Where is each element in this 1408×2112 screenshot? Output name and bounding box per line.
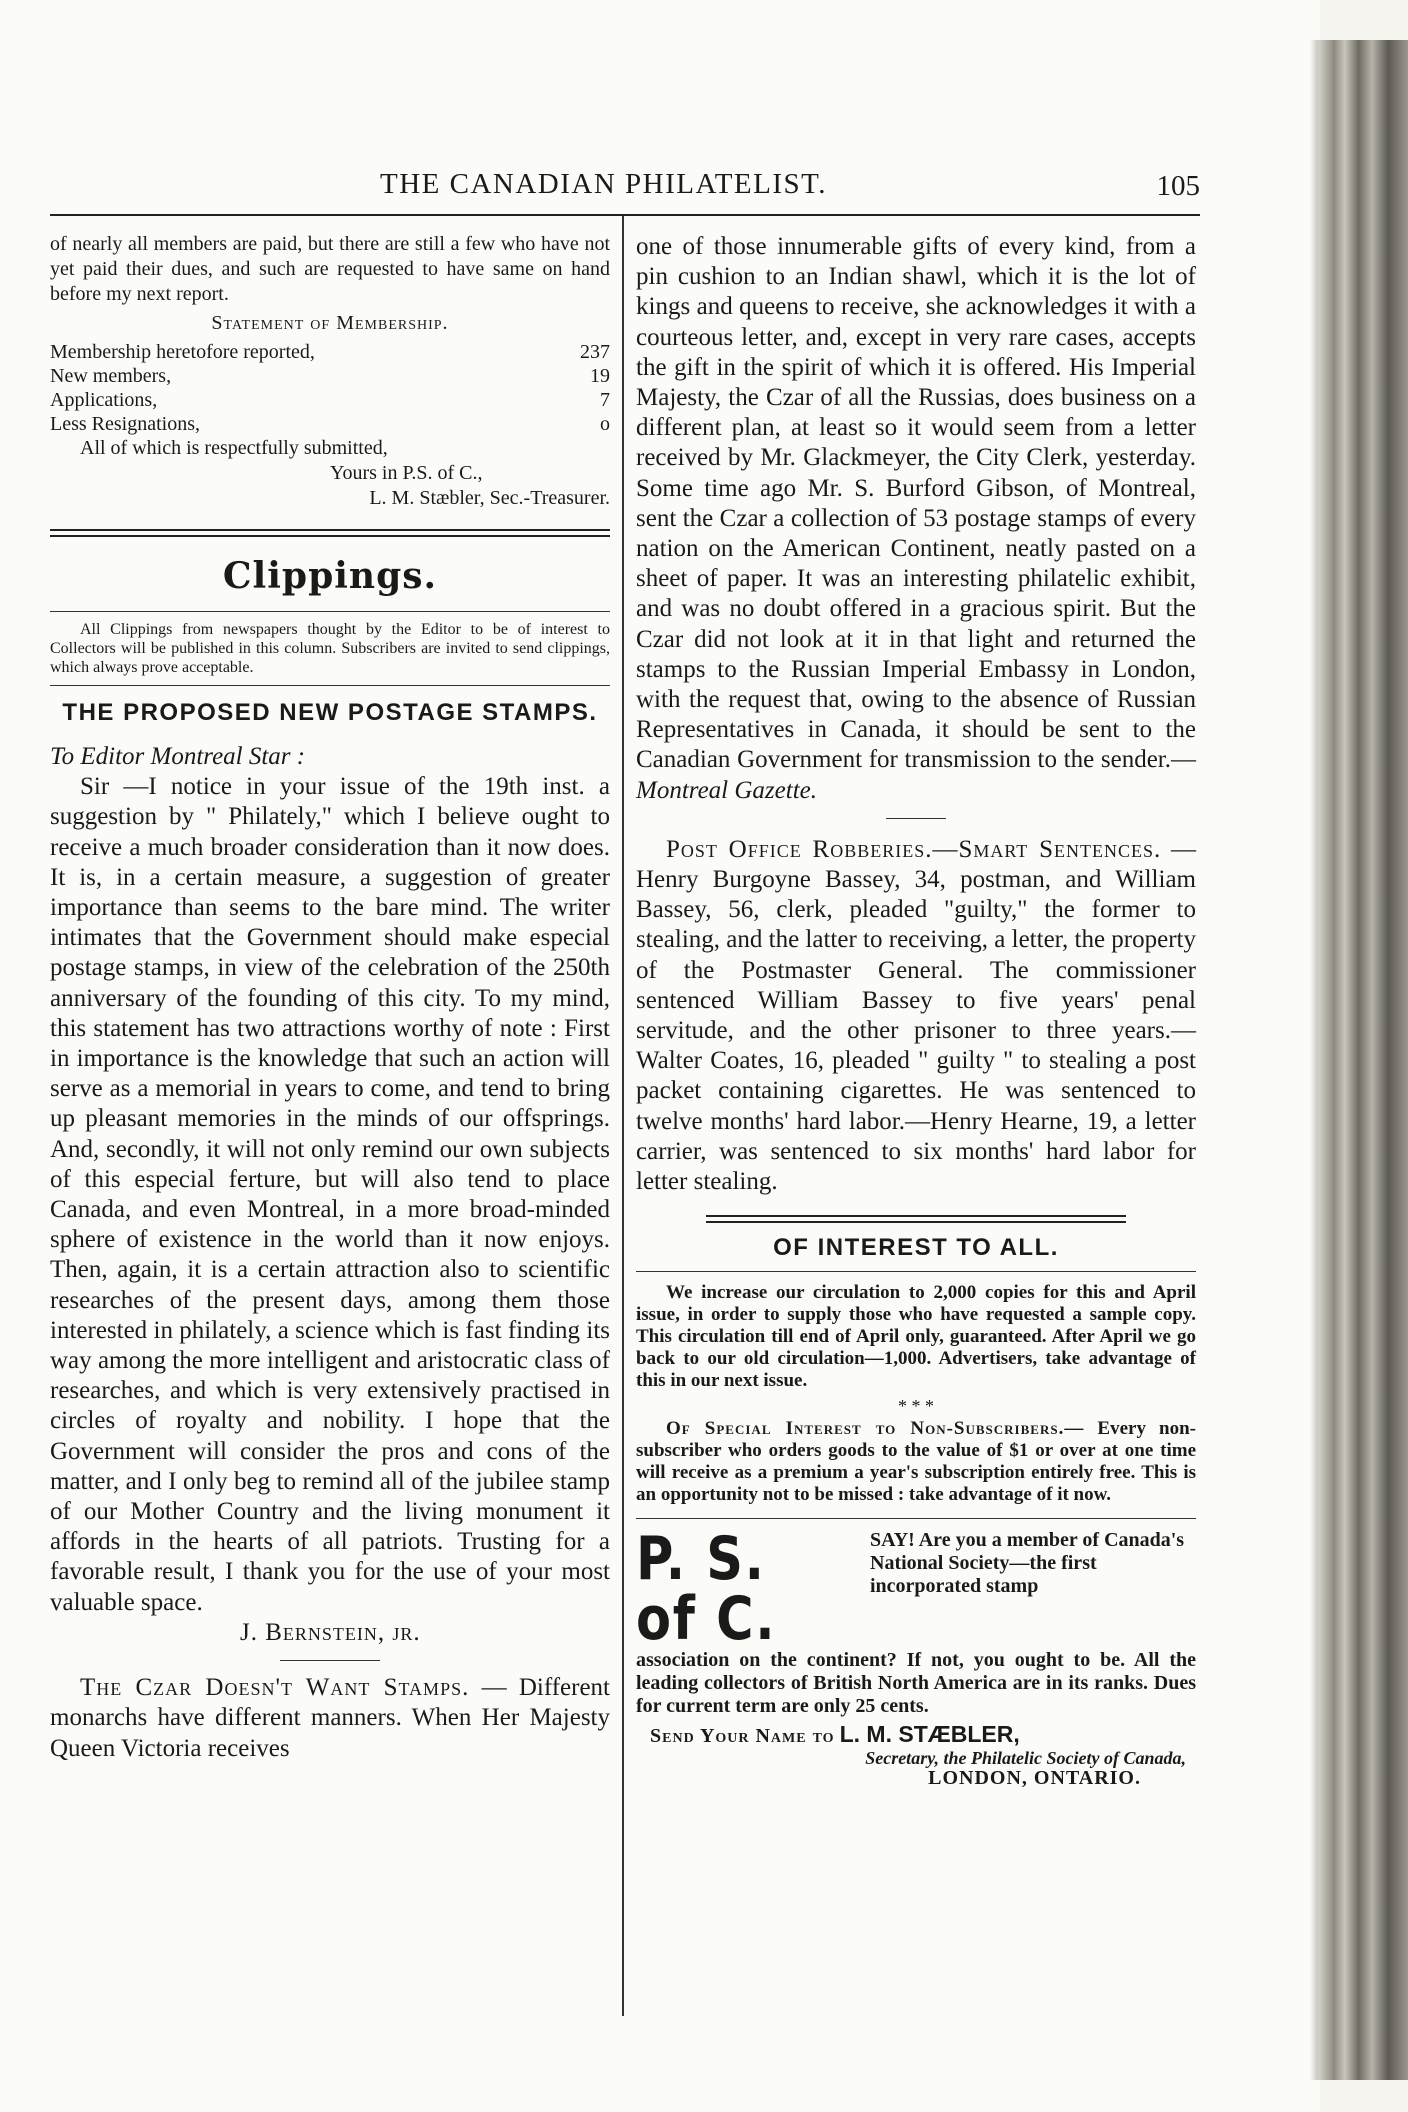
row-value: 19: [590, 365, 610, 387]
treasurer-signature: L. M. Stæbler, Sec.-Treasurer.: [369, 487, 610, 509]
special-interest: [636, 1418, 1196, 1506]
send-prefix: Send Your Name to: [650, 1725, 835, 1748]
special-body: Every non-subscriber who orders goods to the value of $1 or over at one time will receive as a premium a year's subscription entirely free. This is an opportunity not to be missed : take advantage of it now.: [636, 1418, 1197, 1506]
row-value: o: [600, 413, 610, 435]
article-separator: [886, 818, 946, 819]
czar-body-text: one of those innumerable gifts of every kind, from a pin cushion to an Indian shawl, which it is the lot of kings and queens to receive, she acknowledges it with a courteous letter, and, except in very rare cases, accepts the gift in the spirit of which it is offered. His Imperial Majesty, the Czar of all the Russias, does business on a different plan, at least so it would seem from a letter received by Mr. Glackmeyer, the City Clerk, yesterday. Some time ago Mr. S. Burford Gibson, of Montreal, sent the Czar a collection of 53 postage stamps of every nation on the American Continent, neatly pasted on a sheet of paper. It was an interesting philatelic exhibit, and was no doubt offered in a gracious spirit. But the Czar did not look at it in that light and returned the stamps to the Russian Imperial Embassy in London, with the request that, owing to the absence of Russian Representatives in Canada, it should be sent to the Canadian Government for transmission to the sender.—: [636, 233, 1196, 774]
secretary-address: LONDON, ONTARIO.: [928, 1767, 1141, 1790]
statement-title: Statement of Membership.: [211, 312, 449, 334]
row-label: Less Resignations,: [50, 413, 200, 435]
section-rule: [706, 1215, 1126, 1223]
psc-logo: P. S. of C.: [636, 1524, 777, 1655]
header-rule: [50, 214, 1200, 216]
left-column: [50, 232, 610, 1764]
czar-body-start: — Different monarchs have different manners. When Her Majesty Queen Victoria receives: [50, 1674, 610, 1762]
secretary-name: L. M. STÆBLER,: [839, 1721, 1020, 1748]
row-value: 237: [580, 341, 610, 363]
article-separator: [280, 1660, 380, 1661]
letter-salutation: To Editor Montreal Star :: [50, 743, 306, 770]
membership-row: [50, 340, 610, 364]
letter-signature: J. Bernstein, jr.: [240, 1618, 421, 1646]
book-spine: [1318, 40, 1408, 2080]
czar-heading: The Czar Doesn't Want Stamps.: [80, 1674, 470, 1702]
membership-row: [50, 364, 610, 388]
membership-row: [50, 388, 610, 412]
ps-advert: [636, 1524, 1196, 1655]
row-value: 7: [600, 389, 610, 411]
membership-row: [50, 412, 610, 436]
row-label: Applications,: [50, 389, 158, 411]
letter-body: Sir —I notice in your issue of the 19th inst. a suggestion by " Philately," which I believe ought to receive a much broader consideration than it now does. It is, in a certain measure, a suggestion of greater importance than seems to the bare mind. The writer intimates that the Government should make especial postage stamps, in view of the celebration of the 250th anniversary of the founding of this city. To my mind, this statement has two attractions worthy of note : First in importance is the knowledge that such an action will serve as a memorial in years to come, and tend to bring up pleasant memories in the minds of our offsprings. And, secondly, it will not only remind our own subjects of this especial ferture, but will also tend to place Canada, and even Montreal, in a more broad-minded sphere of existence in the world than it now enjoys. Then, again, it is a certain attraction also to scientific researches of the present days, among them those interested in philately, a science which is fast finding its way among the more intelligent and aristocratic class of researches, and which is very extensively practised in circles of royalty and nobility. I hope that the Government will consider the pros and cons of the matter, and I only beg to remind all of the jubilee stamp of our Mother Country and the living monument it affords in the hearts of all patriots. Trusting for a favorable result, I thank you for the use of your most valuable space.: [50, 773, 610, 1616]
secretary-title: Secretary, the Philatelic Society of Canada,: [865, 1748, 1186, 1769]
journal-title: THE CANADIAN PHILATELIST.: [380, 168, 827, 200]
row-label: Membership heretofore reported,: [50, 341, 315, 363]
robberies-body: —Henry Burgoyne Bassey, 34, postman, and William Bassey, 56, clerk, pleaded "guilty," the former to stealing, and the latter to receiving, a letter, the property of the Postmaster General. The commissioner sentenced William Bassey to five years' penal servitude, and the other prisoner to three years.—Walter Coates, 16, pleaded " guilty " to stealing a post packet containing cigarettes. He was sentenced to twelve months' hard labor.—Henry Hearne, 19, a letter carrier, was sentenced to six months' hard labor for letter stealing.: [636, 835, 1196, 1196]
robberies-heading: Post Office Robberies.—Smart Sentences.: [666, 835, 1162, 863]
membership-table: [50, 340, 610, 436]
special-heading: Of Special Interest to Non-Subscribers.—: [666, 1418, 1085, 1440]
advert-rule: [636, 1518, 1196, 1519]
czar-article-start: [50, 1673, 610, 1764]
robberies-article: [636, 835, 1196, 1197]
advert-body: association on the continent? If not, you ought to be. All the leading collectors of British North America are in its ranks. Dues for current term are only 25 cents.: [636, 1649, 1196, 1718]
interest-heading: OF INTEREST TO ALL.: [773, 1234, 1059, 1262]
asterism: * * *: [898, 1396, 934, 1417]
running-header: [50, 168, 1200, 210]
advert-lead: SAY! Are you a member of Canada's National Society—the first incorporated stamp: [870, 1529, 1185, 1598]
clippings-rule: [50, 611, 610, 612]
closing-line: All of which is respectfully submitted,: [80, 437, 388, 459]
page-number: 105: [1156, 170, 1200, 202]
row-label: New members,: [50, 365, 172, 387]
section-rule: [50, 529, 610, 537]
interest-rule: [636, 1271, 1196, 1272]
clippings-title: Clippings.: [222, 555, 438, 597]
membership-intro: of nearly all members are paid, but there are still a few who have not yet paid their dues, and such are requested to have same on hand before my next report.: [50, 233, 610, 305]
czar-source: Montreal Gazette.: [636, 776, 817, 804]
column-divider: [622, 216, 624, 2016]
czar-body-continued: [636, 232, 1196, 806]
yours-line: Yours in P.S. of C.,: [330, 462, 483, 484]
right-column: [636, 232, 1196, 1788]
clippings-rule-bottom: [50, 685, 610, 686]
interest-body: We increase our circulation to 2,000 copies for this and April issue, in order to supply those who have requested a sample copy. This circulation till end of April only, guaranteed. After April we go back to our old circulation—1,000. Advertisers, take advantage of this in our next issue.: [636, 1282, 1196, 1392]
send-line: [636, 1722, 1196, 1748]
article-heading: THE PROPOSED NEW POSTAGE STAMPS.: [62, 699, 598, 726]
clippings-note: All Clippings from newspapers thought by the Editor to be of interest to Collectors will be published in this column. Subscribers are invited to send clippings, which always prove acceptable.: [50, 621, 610, 676]
